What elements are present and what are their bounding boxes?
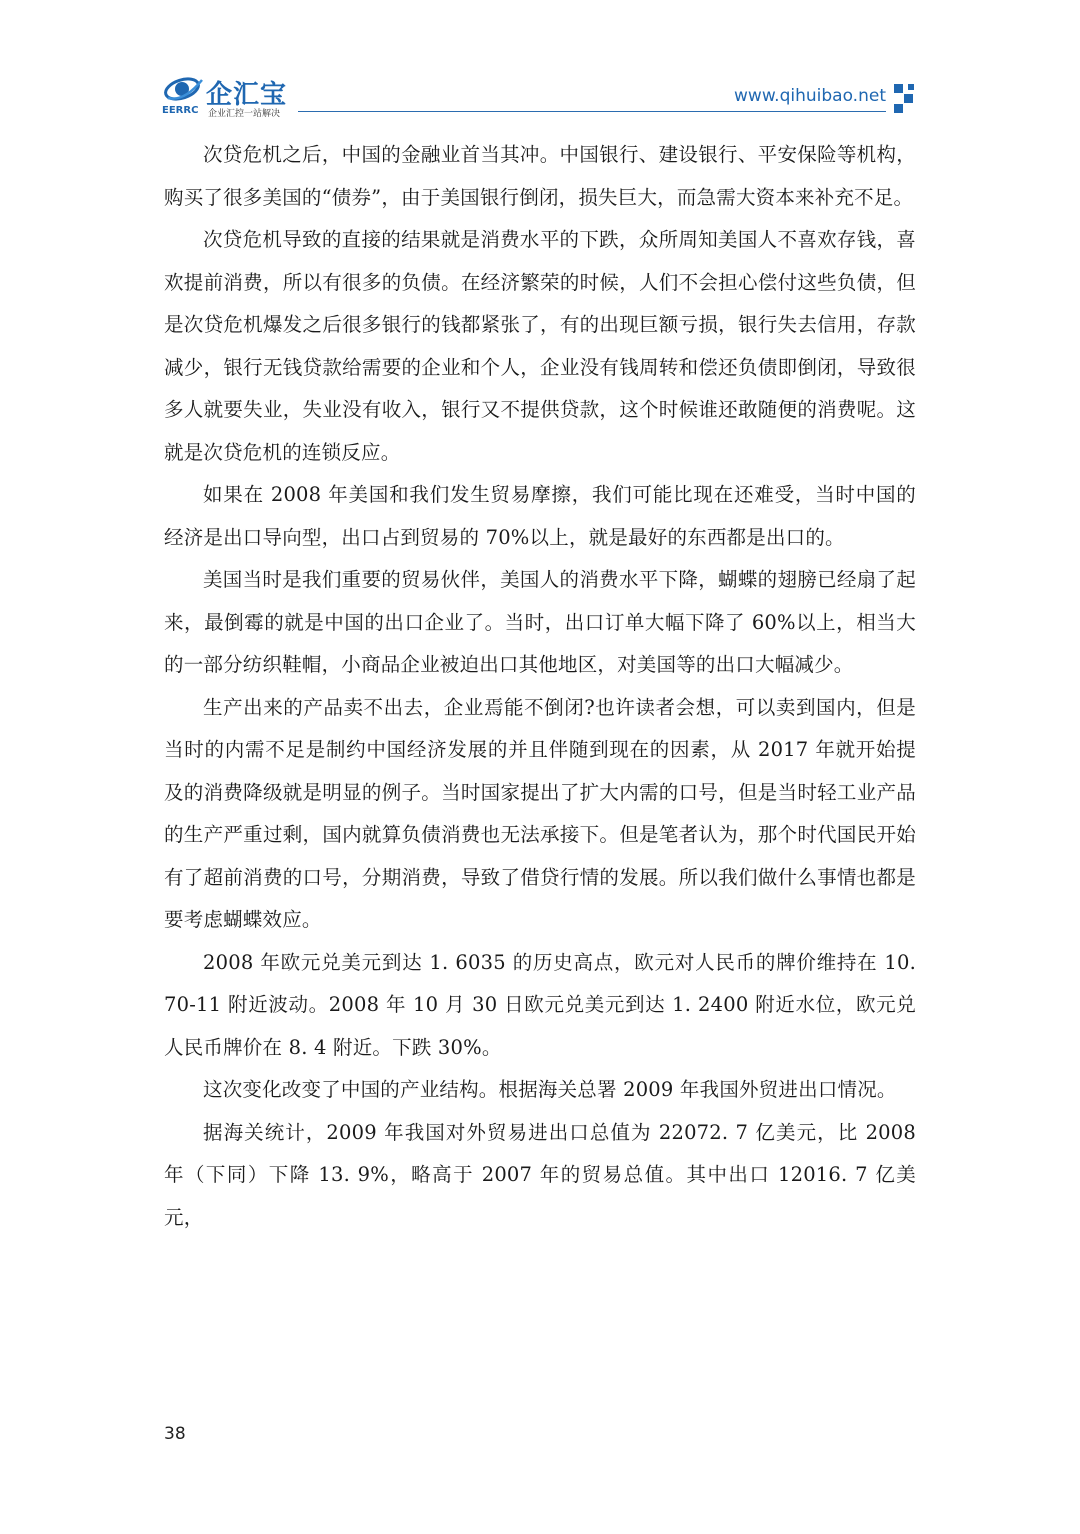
paragraph: 美国当时是我们重要的贸易伙伴，美国人的消费水平下降，蝴蝶的翅膀已经扇了起来，最倒霉的就是中国的出口企业了。当时，出口订单大幅下降了 60%以上，相当大的一部分纺织鞋帽，小商品企业被迫出口其他地区，对美国等的出口大幅减少。	[164, 568, 916, 676]
paragraph: 2008 年欧元兑美元到达 1. 6035 的历史高点，欧元对人民币的牌价维持在 10. 70-11 附近波动。2008 年 10 月 30 日欧元兑美元到达 1. 2400 附近水位，欧元兑人民币牌价在 8. 4 附近。下跌 30%。	[164, 950, 916, 1059]
paragraph: 如果在 2008 年美国和我们发生贸易摩擦，我们可能比现在还难受，当时中国的经济是出口导向型，出口占到贸易的 70%以上，就是最好的东西都是出口的。	[164, 483, 916, 549]
site-url[interactable]: www.qihuibao.net	[734, 86, 886, 106]
logo-slogan: 企业汇控一站解决	[208, 109, 281, 119]
paragraph: 生产出来的产品卖不出去，企业焉能不倒闭?也许读者会想，可以卖到国内，但是当时的内需不足是制约中国经济发展的并且伴随到现在的因素，从 2017 年就开始提及的消费降级就是明显的例子。当时国家提出了扩大内需的口号，但是当时轻工业产品的生产严重过剩，国内就算负债消费也无法承接下。但是笔者认为，那个时代国民开始有了超前消费的口号，分期消费，导致了借贷行情的发展。所以我们做什么事情也都是要考虑蝴蝶效应。	[164, 695, 916, 931]
header-divider	[298, 111, 886, 112]
paragraph: 次贷危机之后，中国的金融业首当其冲。中国银行、建设银行、平安保险等机构，购买了很多美国的“债券”，由于美国银行倒闭，损失巨大，而急需大资本来补充不足。	[164, 143, 916, 209]
paragraph: 据海关统计，2009 年我国对外贸易进出口总值为 22072. 7 亿美元，比 2008 年（下同）下降 13. 9%，略高于 2007 年的贸易总值。其中出口 12016. 7 亿美元，	[164, 1120, 916, 1229]
main-content	[164, 134, 916, 1239]
squares-decoration-icon	[894, 84, 918, 114]
page-number: 38	[164, 1424, 186, 1444]
globe-logo-icon	[162, 72, 206, 106]
page-header	[0, 0, 1080, 125]
logo-en-text: EERRC	[162, 105, 199, 116]
paragraph: 次贷危机导致的直接的结果就是消费水平的下跌，众所周知美国人不喜欢存钱，喜欢提前消费，所以有很多的负债。在经济繁荣的时候，人们不会担心偿付这些负债，但是次贷危机爆发之后很多银行的钱都紧张了，有的出现巨额亏损，银行失去信用，存款减少，银行无钱贷款给需要的企业和个人，企业没有钱周转和偿还负债即倒闭，导致很多人就要失业，失业没有收入，银行又不提供贷款，这个时候谁还敢随便的消费呢。这就是次贷危机的连锁反应。	[164, 228, 916, 464]
company-logo[interactable]	[162, 72, 292, 122]
paragraph: 这次变化改变了中国的产业结构。根据海关总署 2009 年我国外贸进出口情况。	[203, 1078, 897, 1101]
logo-text: 企汇宝	[206, 80, 288, 110]
